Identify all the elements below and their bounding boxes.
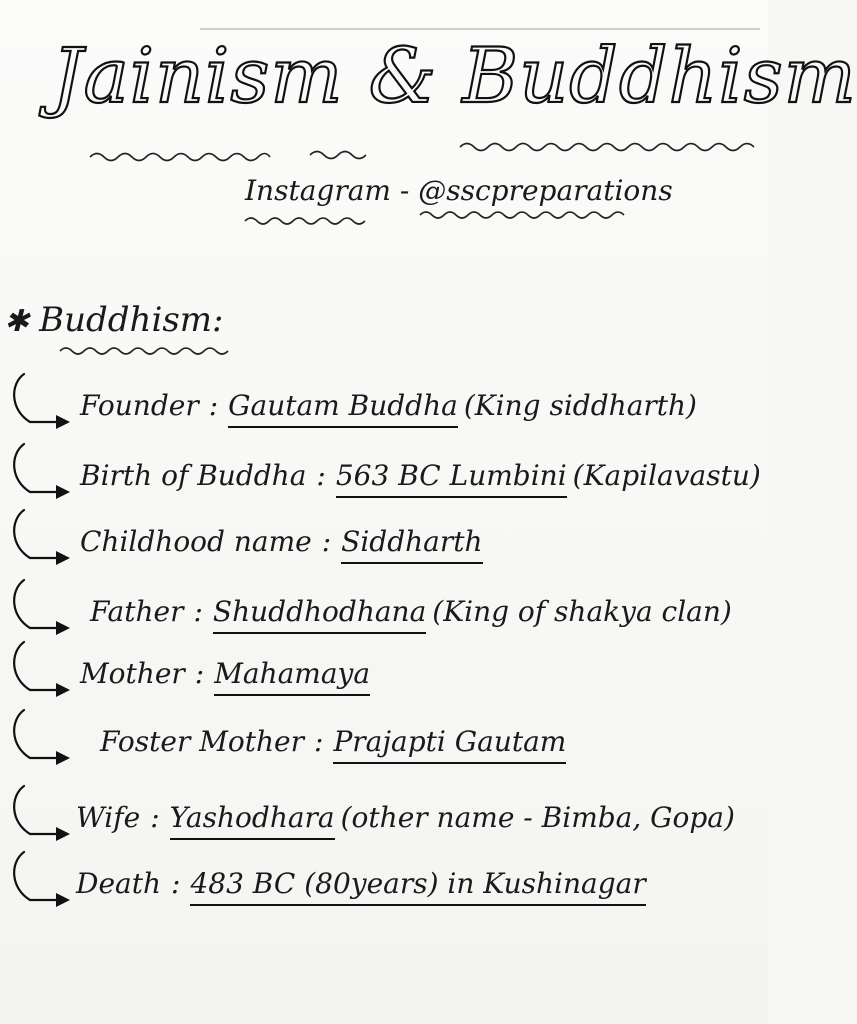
item-value: Prajapti Gautam [333,725,566,764]
curved-arrow-icon [8,440,68,504]
top-rule [200,28,760,30]
curved-arrow-icon [8,370,68,434]
item-label: Mother [80,657,185,690]
item-colon: : [194,657,205,690]
subtitle-underline-right [420,208,630,222]
item-label: Childhood name [80,525,312,558]
list-item-text [80,459,761,492]
curved-arrow-icon [8,638,68,702]
list-item-text [80,657,376,690]
item-value: 483 BC (80years) in Kushinagar [190,867,645,906]
curved-arrow-icon [8,576,68,640]
subtitle-instagram: Instagram - @sscpreparations [245,174,673,207]
item-label: Death [76,867,161,900]
curved-arrow-icon [8,782,68,846]
item-label: Father [90,595,184,628]
item-colon: : [316,459,326,492]
item-label: Wife [76,801,141,834]
item-note: (King of shakya clan) [432,595,732,628]
item-value: Siddharth [341,525,482,564]
item-label: Foster Mother [100,725,304,758]
title-underline-mid [310,148,370,162]
title-underline-right [460,140,760,154]
item-note: (King siddharth) [463,389,697,422]
item-value: 563 BC Lumbini [336,459,567,498]
item-colon: : [193,595,203,628]
item-label: Birth of Buddha [80,459,307,492]
item-value: Yashodhara [170,801,335,840]
section-heading-buddhism [4,300,223,340]
curved-arrow-icon [8,506,68,570]
item-label: Founder [80,389,199,422]
item-colon: : [314,725,324,758]
item-note: (Kapilavastu) [572,459,761,492]
item-colon: : [171,867,181,900]
curved-arrow-icon [8,706,68,770]
item-colon: : [150,801,160,834]
list-item-text [76,867,652,900]
item-note: (other name - Bimba, Gopa) [340,801,735,834]
item-value: Gautam Buddha [228,389,458,428]
title-underline-left [90,150,270,164]
item-colon: : [208,389,219,422]
star-bullet-icon: ✱ [4,304,30,339]
list-item-text [100,725,572,758]
list-item-text [80,389,697,422]
item-colon: : [321,525,332,558]
list-item-text [80,525,489,558]
subtitle-underline-left [245,214,365,228]
section-underline [60,344,230,358]
curved-arrow-icon [8,848,68,912]
item-value: Shuddhodhana [213,595,426,634]
list-item-text [76,801,735,834]
item-value: Mahamaya [214,657,370,696]
list-item-text [90,595,732,628]
page-title: Jainism & Buddhism [52,31,857,120]
section-heading-text: Buddhism: [39,300,224,340]
